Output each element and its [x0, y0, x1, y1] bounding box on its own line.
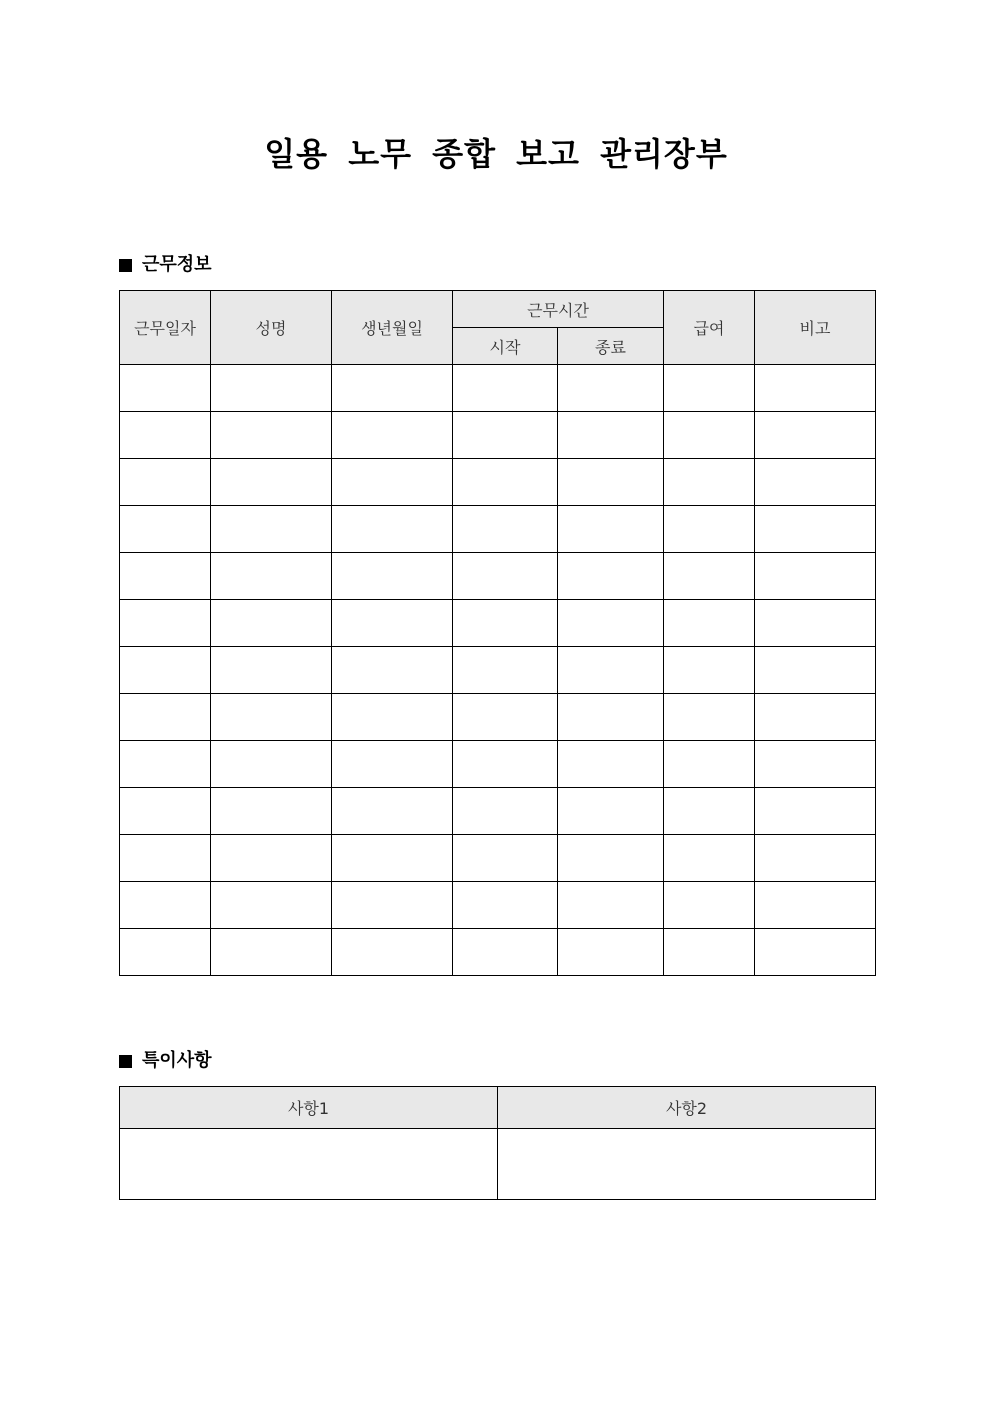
pay-cell[interactable] — [664, 365, 755, 412]
work-date-cell[interactable] — [120, 929, 211, 976]
work-date-cell[interactable] — [120, 647, 211, 694]
pay-cell[interactable] — [664, 788, 755, 835]
birth-date-cell[interactable] — [332, 506, 453, 553]
remarks-cell[interactable] — [755, 600, 876, 647]
end-time-cell[interactable] — [558, 788, 664, 835]
pay-cell[interactable] — [664, 694, 755, 741]
remarks-cell[interactable] — [755, 882, 876, 929]
page-title: 일용 노무 종합 보고 관리장부 — [264, 135, 728, 173]
start-time-cell[interactable] — [453, 647, 558, 694]
name-cell[interactable] — [211, 647, 332, 694]
remarks-cell[interactable] — [755, 835, 876, 882]
start-time-cell[interactable] — [453, 412, 558, 459]
table-row — [120, 882, 876, 929]
birth-date-cell[interactable] — [332, 459, 453, 506]
work-info-heading — [119, 253, 212, 277]
work-info-table — [119, 290, 876, 976]
table-row — [120, 788, 876, 835]
table-row — [120, 741, 876, 788]
birth-date-cell[interactable] — [332, 365, 453, 412]
birth-date-cell[interactable] — [332, 882, 453, 929]
note-2-cell[interactable] — [498, 1129, 876, 1200]
remarks-cell[interactable] — [755, 647, 876, 694]
end-time-cell[interactable] — [558, 647, 664, 694]
work-date-cell[interactable] — [120, 412, 211, 459]
work-date-cell[interactable] — [120, 365, 211, 412]
start-time-cell[interactable] — [453, 741, 558, 788]
end-time-cell[interactable] — [558, 835, 664, 882]
birth-date-cell[interactable] — [332, 835, 453, 882]
end-time-cell[interactable] — [558, 553, 664, 600]
name-cell[interactable] — [211, 835, 332, 882]
special-notes-heading — [119, 1049, 212, 1073]
start-time-cell[interactable] — [453, 929, 558, 976]
birth-date-cell[interactable] — [332, 741, 453, 788]
name-cell[interactable] — [211, 365, 332, 412]
pay-cell[interactable] — [664, 459, 755, 506]
remarks-cell[interactable] — [755, 412, 876, 459]
remarks-cell[interactable] — [755, 553, 876, 600]
work-date-cell[interactable] — [120, 788, 211, 835]
table-row — [120, 694, 876, 741]
header-work-hours: 근무시간 — [453, 291, 664, 328]
work-date-cell[interactable] — [120, 882, 211, 929]
end-time-cell[interactable] — [558, 929, 664, 976]
pay-cell[interactable] — [664, 553, 755, 600]
name-cell[interactable] — [211, 788, 332, 835]
remarks-cell[interactable] — [755, 694, 876, 741]
notes-row — [120, 1129, 876, 1200]
name-cell[interactable] — [211, 694, 332, 741]
end-time-cell[interactable] — [558, 412, 664, 459]
end-time-cell[interactable] — [558, 600, 664, 647]
table-row — [120, 506, 876, 553]
name-cell[interactable] — [211, 553, 332, 600]
header-start: 시작 — [453, 328, 558, 365]
start-time-cell[interactable] — [453, 365, 558, 412]
end-time-cell[interactable] — [558, 459, 664, 506]
special-notes-table — [119, 1086, 876, 1200]
work-date-cell[interactable] — [120, 459, 211, 506]
pay-cell[interactable] — [664, 929, 755, 976]
header-remarks: 비고 — [755, 291, 876, 365]
table-row — [120, 647, 876, 694]
start-time-cell[interactable] — [453, 788, 558, 835]
remarks-cell[interactable] — [755, 788, 876, 835]
special-notes-heading-label: 특이사항 — [142, 1050, 212, 1071]
birth-date-cell[interactable] — [332, 694, 453, 741]
note-1-cell[interactable] — [120, 1129, 498, 1200]
start-time-cell[interactable] — [453, 694, 558, 741]
start-time-cell[interactable] — [453, 882, 558, 929]
birth-date-cell[interactable] — [332, 929, 453, 976]
square-bullet-icon — [119, 259, 132, 272]
pay-cell[interactable] — [664, 835, 755, 882]
remarks-cell[interactable] — [755, 365, 876, 412]
header-note-2: 사항2 — [498, 1087, 876, 1129]
remarks-cell[interactable] — [755, 929, 876, 976]
end-time-cell[interactable] — [558, 882, 664, 929]
work-date-cell[interactable] — [120, 835, 211, 882]
name-cell[interactable] — [211, 459, 332, 506]
table-row — [120, 553, 876, 600]
name-cell[interactable] — [211, 929, 332, 976]
work-info-heading-label: 근무정보 — [142, 254, 212, 275]
name-cell[interactable] — [211, 882, 332, 929]
start-time-cell[interactable] — [453, 600, 558, 647]
table-row — [120, 459, 876, 506]
pay-cell[interactable] — [664, 506, 755, 553]
work-date-cell[interactable] — [120, 506, 211, 553]
start-time-cell[interactable] — [453, 553, 558, 600]
pay-cell[interactable] — [664, 412, 755, 459]
start-time-cell[interactable] — [453, 459, 558, 506]
end-time-cell[interactable] — [558, 694, 664, 741]
header-note-1: 사항1 — [120, 1087, 498, 1129]
header-name: 성명 — [211, 291, 332, 365]
name-cell[interactable] — [211, 741, 332, 788]
pay-cell[interactable] — [664, 741, 755, 788]
birth-date-cell[interactable] — [332, 788, 453, 835]
birth-date-cell[interactable] — [332, 553, 453, 600]
table-row — [120, 835, 876, 882]
start-time-cell[interactable] — [453, 835, 558, 882]
work-info-rows — [120, 365, 876, 976]
birth-date-cell[interactable] — [332, 647, 453, 694]
table-row — [120, 412, 876, 459]
name-cell[interactable] — [211, 412, 332, 459]
birth-date-cell[interactable] — [332, 412, 453, 459]
work-date-cell[interactable] — [120, 553, 211, 600]
work-date-cell[interactable] — [120, 600, 211, 647]
birth-date-cell[interactable] — [332, 600, 453, 647]
pay-cell[interactable] — [664, 600, 755, 647]
remarks-cell[interactable] — [755, 741, 876, 788]
pay-cell[interactable] — [664, 882, 755, 929]
header-birth-date: 생년월일 — [332, 291, 453, 365]
header-end: 종료 — [558, 328, 664, 365]
end-time-cell[interactable] — [558, 506, 664, 553]
table-row — [120, 600, 876, 647]
table-row — [120, 929, 876, 976]
end-time-cell[interactable] — [558, 741, 664, 788]
work-date-cell[interactable] — [120, 741, 211, 788]
table-row — [120, 365, 876, 412]
name-cell[interactable] — [211, 506, 332, 553]
header-pay: 급여 — [664, 291, 755, 365]
start-time-cell[interactable] — [453, 506, 558, 553]
pay-cell[interactable] — [664, 647, 755, 694]
header-work-date: 근무일자 — [120, 291, 211, 365]
name-cell[interactable] — [211, 600, 332, 647]
work-date-cell[interactable] — [120, 694, 211, 741]
remarks-cell[interactable] — [755, 459, 876, 506]
square-bullet-icon — [119, 1055, 132, 1068]
end-time-cell[interactable] — [558, 365, 664, 412]
remarks-cell[interactable] — [755, 506, 876, 553]
